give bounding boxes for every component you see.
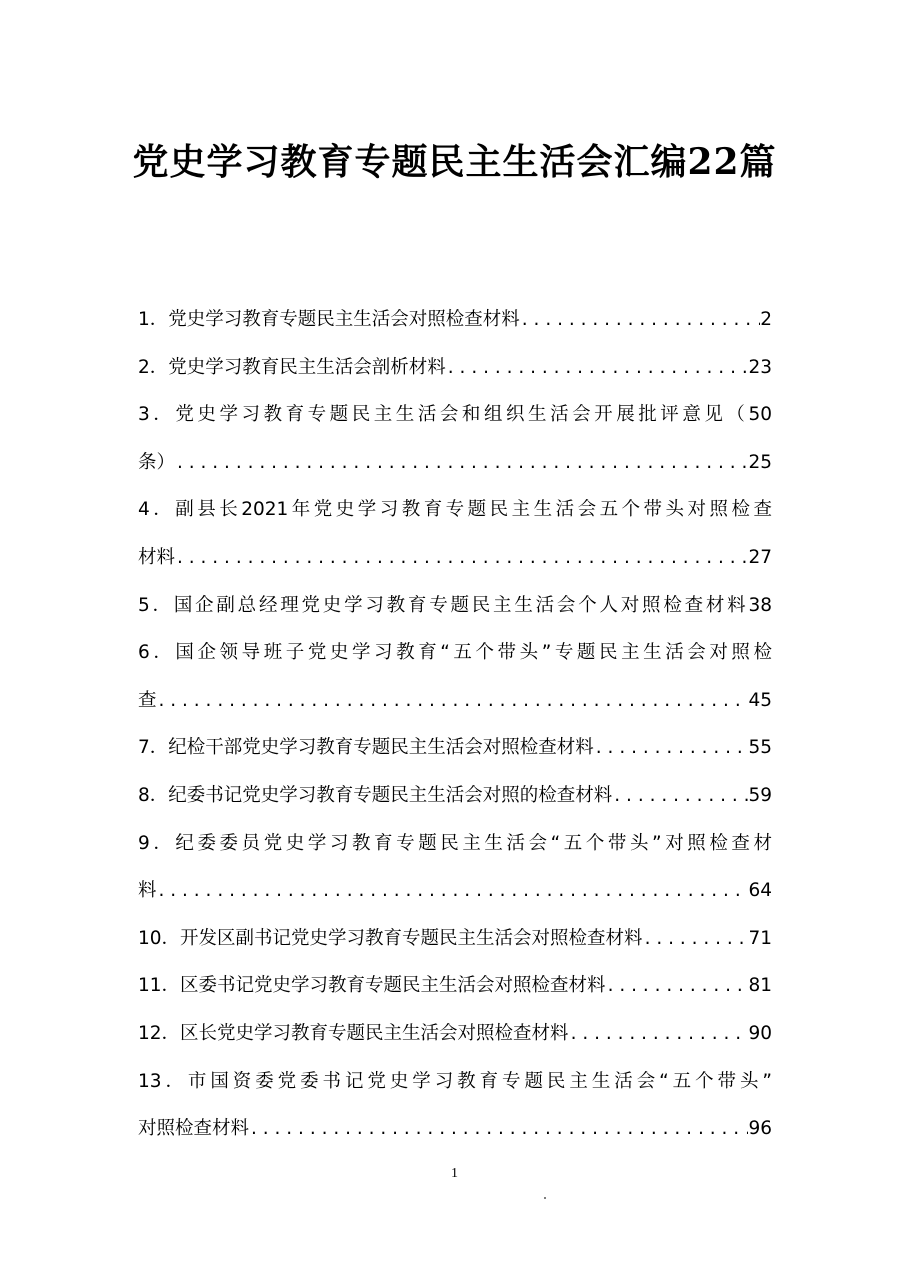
toc-page-number: 71	[748, 927, 772, 949]
toc-entry-line	[138, 1010, 772, 1058]
toc-entry[interactable]	[138, 486, 772, 581]
toc-entry-number: 12．	[138, 1022, 181, 1044]
toc-entry[interactable]	[138, 724, 772, 772]
toc-page-number: 96	[748, 1118, 772, 1140]
toc-entry[interactable]	[138, 582, 772, 630]
toc-entry-line: 5．国企副总经理党史学习教育专题民主生活会个人对照检查材料38	[138, 594, 772, 616]
toc-leader-dots	[606, 962, 749, 1010]
toc-entry-line	[138, 344, 772, 392]
toc-page-number: 27	[748, 546, 772, 568]
toc-entry-title: 区委书记党史学习教育专题民主生活会对照检查材料	[180, 975, 606, 997]
toc-page-number: 25	[748, 451, 772, 473]
toc-entry-line	[138, 439, 772, 487]
toc-entry-title: 区长党史学习教育专题民主生活会对照检查材料	[180, 1022, 569, 1044]
toc-page-number: 23	[748, 356, 772, 378]
toc-entry-title: 党史学习教育专题民主生活会对照检查材料	[168, 309, 520, 330]
toc-entry-title: 党史学习教育民主生活会剖析材料	[168, 356, 446, 378]
toc-entry-title: 条）	[138, 451, 176, 473]
toc-leader-dots	[612, 772, 748, 820]
table-of-contents	[138, 296, 772, 1153]
toc-leader-dots	[446, 344, 749, 392]
toc-entry-line	[138, 915, 772, 963]
toc-entry-title: 纪检干部党史学习教育专题民主生活会对照检查材料	[168, 737, 594, 759]
toc-leader-dots	[249, 1105, 748, 1153]
toc-entry-title: 开发区副书记党史学习教育专题民主生活会对照检查材料	[180, 927, 643, 949]
toc-entry-line	[138, 1105, 772, 1153]
toc-entry-number: 7．	[138, 737, 169, 759]
toc-entry-line	[138, 772, 772, 820]
toc-leader-dots	[157, 867, 749, 915]
toc-entry-title: 对照检查材料	[138, 1118, 250, 1140]
toc-entry[interactable]	[138, 391, 772, 486]
toc-entry[interactable]	[138, 820, 772, 915]
toc-entry-line	[138, 867, 772, 915]
toc-entry-title: 纪委书记党史学习教育专题民主生活会对照的检查材料	[168, 784, 613, 806]
toc-leader-dots	[175, 439, 748, 487]
toc-entry-line: 4．副县长2021年党史学习教育专题民主生活会五个带头对照检查	[138, 499, 772, 521]
toc-entry[interactable]	[138, 344, 772, 392]
toc-entry[interactable]	[138, 296, 772, 344]
toc-entry-title: 料	[138, 880, 157, 902]
toc-leader-dots	[569, 1010, 749, 1058]
toc-entry-line: 9．纪委委员党史学习教育专题民主生活会“五个带头”对照检查材	[138, 832, 772, 854]
toc-page-number: 55	[748, 737, 772, 759]
toc-entry-line: 13．市国资委党委书记党史学习教育专题民主生活会“五个带头”	[138, 1070, 772, 1092]
toc-page-number: 59	[748, 784, 772, 806]
toc-entry[interactable]	[138, 1058, 772, 1153]
toc-entry-number: 8．	[138, 784, 169, 806]
toc-entry[interactable]	[138, 629, 772, 724]
toc-page-number: 81	[748, 975, 772, 997]
toc-entry-number: 2．	[138, 356, 169, 378]
toc-page-number: 90	[748, 1022, 772, 1044]
toc-entry[interactable]	[138, 772, 772, 820]
toc-entry-line	[138, 677, 772, 725]
toc-page-number: 2	[760, 309, 772, 330]
toc-entry[interactable]	[138, 1010, 772, 1058]
toc-entry-title: 材料	[138, 546, 176, 568]
toc-entry[interactable]	[138, 962, 772, 1010]
toc-entry-number: 11．	[138, 975, 181, 997]
toc-entry-line	[138, 296, 772, 344]
toc-entry-line: 3．党史学习教育专题民主生活会和组织生活会开展批评意见（50	[138, 404, 772, 426]
toc-entry-title: 查	[138, 689, 157, 711]
scan-speck	[544, 1197, 546, 1199]
toc-page-number: 45	[748, 689, 772, 711]
toc-entry-number: 1．	[138, 309, 169, 330]
toc-entry-line	[138, 724, 772, 772]
toc-page-number: 64	[748, 880, 772, 902]
toc-entry-line	[138, 962, 772, 1010]
toc-leader-dots	[157, 677, 749, 725]
toc-entry-number: 10．	[138, 927, 181, 949]
page-footer-number: 1	[451, 1166, 458, 1181]
toc-leader-dots	[643, 915, 749, 963]
toc-leader-dots	[520, 296, 760, 344]
toc-entry-line: 6．国企领导班子党史学习教育“五个带头”专题民主生活会对照检	[138, 642, 772, 664]
toc-leader-dots	[175, 534, 748, 582]
toc-entry-line	[138, 534, 772, 582]
toc-leader-dots	[594, 724, 749, 772]
toc-entry[interactable]	[138, 915, 772, 963]
document-title: 党史学习教育专题民主生活会汇编22篇	[132, 141, 777, 183]
